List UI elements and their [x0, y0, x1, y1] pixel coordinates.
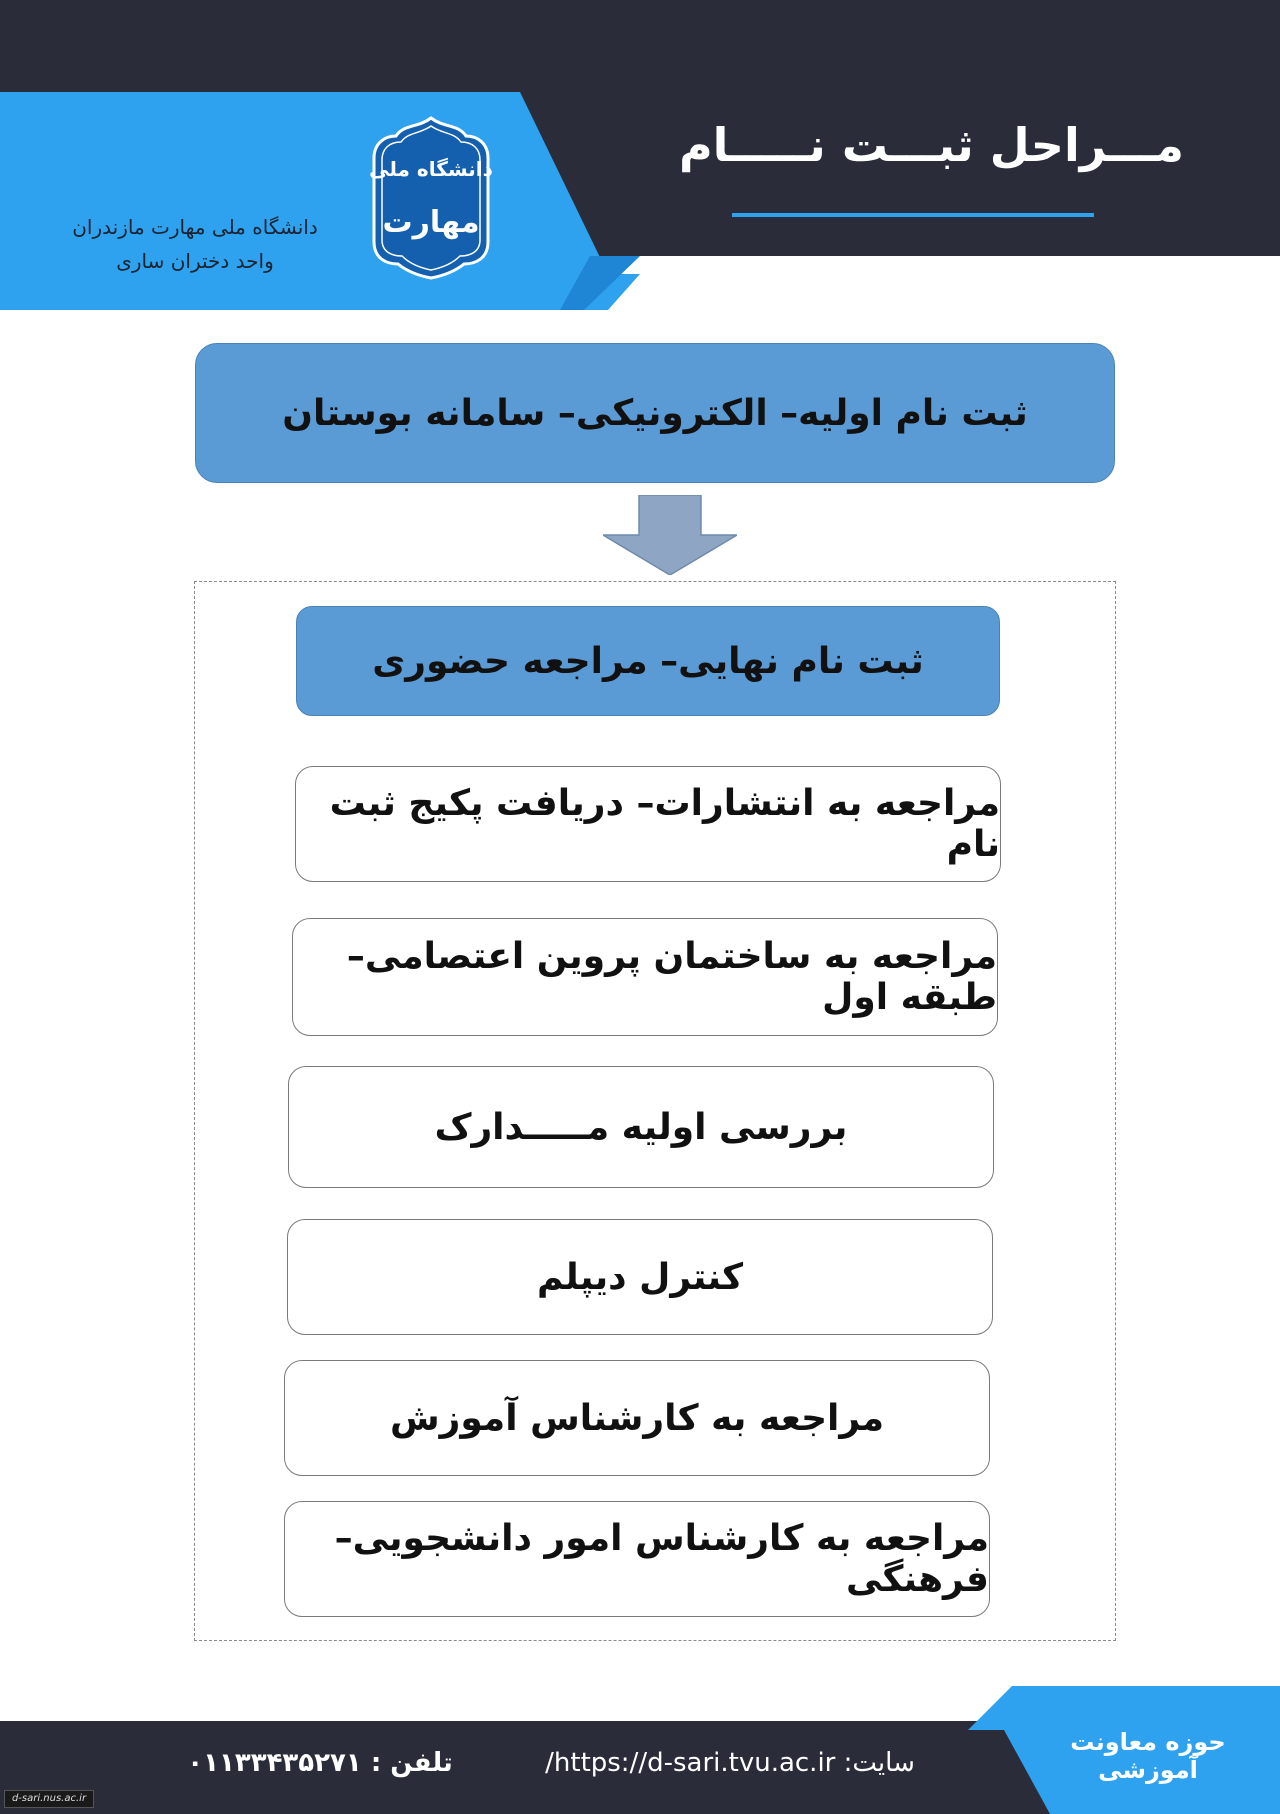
substep-diploma-check: کنترل دیپلم [287, 1219, 993, 1335]
step-final-registration: ثبت نام نهایی– مراجعه حضوری [296, 606, 1000, 716]
org-line-1: دانشگاه ملی مهارت مازندران [72, 215, 318, 239]
logo-text-bottom: مهارت [382, 205, 480, 240]
footer-department: حوزه معاونت آموزشی [1070, 1728, 1226, 1784]
title-underline [732, 213, 1094, 217]
footer-site-badge: d-sari.nus.ac.ir [4, 1790, 94, 1808]
logo-text-top: دانشگاه ملی [369, 157, 493, 181]
substep-student-affairs: مراجعه به کارشناس امور دانشجویی– فرهنگی [284, 1501, 990, 1617]
substep-document-review: بررسی اولیه مـــــدارک [288, 1066, 994, 1188]
arrow-down-icon [603, 495, 737, 575]
substep-publications: مراجعه به انتشارات– دریافت پکیج ثبت نام [295, 766, 1001, 882]
substep-parvin-building: مراجعه به ساختمان پروین اعتصامی– طبقه اول [292, 918, 998, 1036]
university-logo [366, 114, 496, 280]
footer-website[interactable]: سایت: https://d-sari.tvu.ac.ir/ [545, 1748, 915, 1778]
substep-education-expert: مراجعه به کارشناس آموزش [284, 1360, 990, 1476]
footer-phone: تلفن : ۰۱۱۳۳۴۳۵۲۷۱ [187, 1748, 453, 1778]
organization-name [40, 210, 350, 278]
org-line-2: واحد دختران ساری [116, 249, 274, 273]
step-initial-registration: ثبت نام اولیه– الکترونیکی– سامانه بوستان [195, 343, 1115, 483]
page-title: مـــراحل ثبـــت نـــــام [678, 118, 1184, 172]
